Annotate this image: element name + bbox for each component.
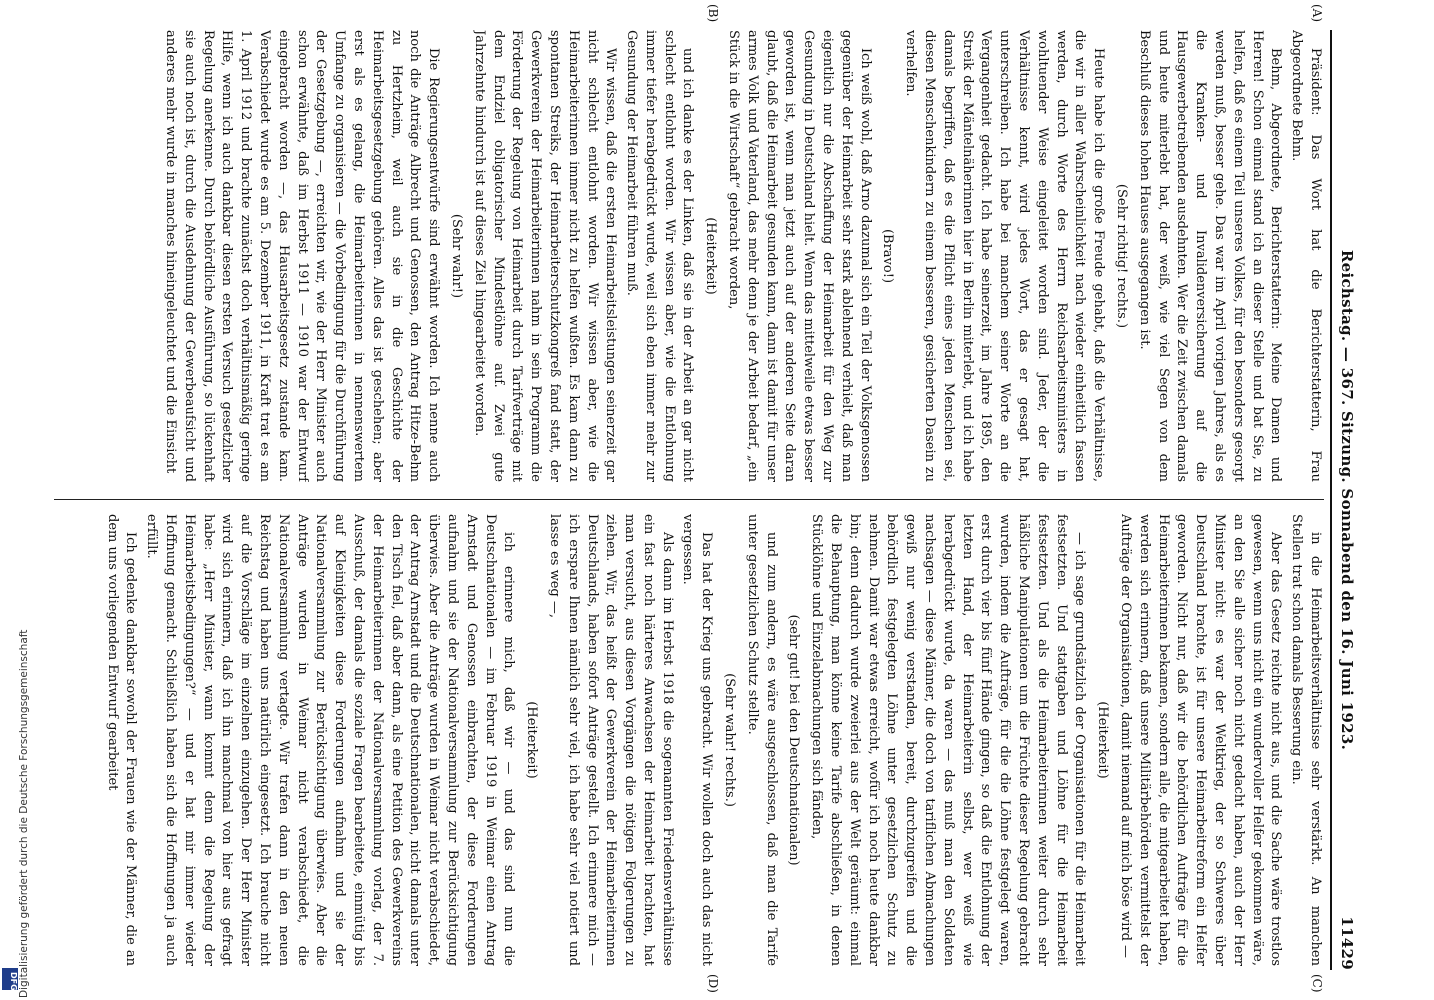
right-column xyxy=(54,514,1324,966)
document-page xyxy=(40,4,1360,993)
paragraph: Als dann im Herbst 1918 die sogenannten Friedensverhältnisse ein fast noch härteres Anwachsen der Heimarbeit brachten, hat man versucht, aus diesen Vorgängen die nötigen Folgerungen zu ziehen. Wir, das heißt der Gewerkverein der Heimarbeiterinnen Deutschlands, haben sofort Anträge gestellt. Ich erinnere mich — ich erspare Ihnen nämlich sehr viel, ich habe sehr viel notiert und lasse es weg —, xyxy=(546,514,675,966)
paragraph: Die Regierungsentwürfe sind erwähnt worden. Ich nenne auch noch die Anträge Albrecht und Genossen, den Antrag Hitze-Behm zu Hertzheim, weil auch sie in die Geschichte der Heimarbeitsgesetzgebung gehören. Alles das ist geschehen; aber erst als es gelang, die Heimarbeiterinnen in nennenswertem Umfange zu organisieren — die Vorbedingung für die Durchführung der Gesetzgebung —, erreichten wir, wie der Herr Minister auch schon erwähnte, daß im Herbst 1911 — 1910 war der Entwurf eingebracht worden —, das Hausarbeitsgesetz zustande kam. Verabschiedet wurde es am 5. Dezember 1911, in Kraft trat es am 1. April 1912 und brachte zunächst doch verhältnismäßig geringe Hilfe, wenn ich auch dankbar diesen ersten Versuch gesetzlicher Regelung anerkenne. Durch behördliche Ausführung, so lückenhaft sie auch noch ist, durch die Ausdehnung der Gewerbeaufsicht und anderes mehr wurde in manches hineingeleuchtet und die Einsicht xyxy=(162,30,442,482)
left-column xyxy=(54,30,1324,482)
page-header xyxy=(1332,30,1360,970)
funding-note xyxy=(4,610,30,1000)
paragraph: Wir wissen, daß die ersten Heimarbeitsleistungen seinerzeit gar nicht schlecht entlohnt worden. Wir wissen aber, wie die Heimarbeiterinnen immer nicht zu helfen wußten. Es kam dann zu spontanen Streiks, der Heimarbeiterschutzkongreß fand statt, der Gewerkverein der Heimarbeiterinnen nahm in sein Programm die Förderung der Regelung von Heimarbeit durch Tarifverträge mit dem Endziel obligatorischer Mindestlöhne auf. Zwei gute Jahrzehnte hindurch ist auf dieses Ziel hingearbeitet worden. xyxy=(471,30,619,482)
paragraph: in die Heimarbeitsverhältnisse sehr verstärkt. An manchen Stellen trat schon damals Besserung ein. xyxy=(1289,514,1323,966)
paragraph: Das hat der Krieg uns gebracht. Wir wollen doch auch das nicht vergessen. xyxy=(680,514,715,966)
dfg-logo-icon xyxy=(2,968,18,990)
paragraph: und ich danke es der Linken, daß sie in der Arbeit an gar nicht schlecht entlohnt worden. Wir wissen aber, wie die Entlohnung immer tiefer herabgedrückt wurde, weil sich eben immer mehr zur Gesundung der Heimarbeit führen muß. xyxy=(624,30,696,482)
funding-note-text: Digitalisierung gefördert durch die Deutsche Forschungsgemeinschaft xyxy=(18,629,30,998)
paragraph: Ich gedenke dankbar sowohl der Frauen wie der Männer, die an dem uns vorliegenden Entwurf gearbeitet xyxy=(104,514,139,966)
column-divider xyxy=(54,499,1324,500)
interjection: (Heiterkeit) xyxy=(524,701,540,779)
margin-marker-b: (B) xyxy=(706,4,720,23)
paragraph: Aber das Gesetz reichte nicht aus, und die Sache wäre trostlos gewesen, wenn uns nicht ein wundervoller Helfer gekommen wäre, an den Sie alle sicher noch nicht gedacht haben, auch der Herr Minister nicht: es war der Weltkrieg, der so Schweres über Deutschland brachte, ist für unsere Heimarbeitreform ein Helfer geworden. Nicht nur, daß wir die behördlichen Aufträge für die Heimarbeiterinnen bekamen, sondern alle, die mitgearbeitet haben, werden sich erinnern, daß unsere Militärbehörden vermittelst der Aufträge der Organisationen, damit niemand auf mich böse wird — xyxy=(1118,514,1284,966)
paragraph: Ich weiß wohl, daß Arno dazumal sich ein Teil der Volksgenossen gegenüber der Heimarbeit sehr stark ablehnend verhielt, daß man eigentlich nur die Abschaffung der Heimarbeit für den Weg zur Gesundung in Deutschland hielt. Wenn das mittelweile etwas besser geworden ist, wenn man jetzt auch auf der anderen Seite daran glaubt, daß die Heimarbeit gesunden kann, dann ist damit für unser armes Volk und Vaterland, das mehr denn je der Arbeit bedarf, „ein Stück in die Wirtschaft“ gebracht worden, xyxy=(726,30,873,482)
margin-marker-c: (C) xyxy=(1310,974,1324,993)
interjection: (Bravo!) xyxy=(880,228,896,284)
margin-marker-a: (A) xyxy=(1310,4,1324,23)
interjection: (Heiterkeit) xyxy=(1095,701,1111,779)
paragraph: — ich sage grundsätzlich der Organisationen für die Heimarbeit festsetzten. Und stattgaben und Löhne für die Heimarbeit festsetzten. Und als die Heimarbeiterinnen weiter durch sehr häßliche Manipulationen um die Früchte dieser Regelung gebracht wurden, indem die Aufträge, für die die Löhne festgelegt waren, erst durch vier bis fünf Hände gingen, so daß die Entlohnung der letzten Hand, der Heimarbeiterin selbst, wer weiß wie herabgedrückt wurde, da waren — das muß man den Soldaten nachsagen — diese Männer, die doch von tariflichen Abmachungen gewiß nur wenig verstanden, bereit, durchzugreifen und die behördlich festgelegten Löhne unter gesetzlichen Schutz zu nehmen. Damit war etwas erreicht, wofür ich noch heute dankbar bin; denn dadurch wurde zweierlei aus der Welt geräumt: einmal die Behauptung, man könne keine Tarife abschließen, in denen Stücklöhne und Einzelabmachungen sich fänden, xyxy=(809,514,1088,966)
interjection: (Sehr wahr! rechts.) xyxy=(722,673,738,807)
paragraph: Heute habe ich die große Freude gehabt, daß die Verhältnisse, die wir in aller Wahrscheinlichkeit nach wieder einheitlich fassen werden, durch Worte des Herrn Reichsarbeitsministers in wohltuender Weise eingeleitet worden sind. Jeder, der die Verhältnisse kennt, wird jedes Wort, das er gesagt hat, unterschreiben. Ich habe bei manchem seiner Worte an die Vergangenheit gedacht. Ich habe seinerzeit, im Jahre 1895, den Streik der Mäntelnäherinnen hier in Berlin miterlebt, und ich habe damals begriffen, daß es die Pflicht eines jeden Menschen sei, diesen Menschenkindern zu einem besseren, gesicherten Dasein zu verhelfen. xyxy=(903,30,1107,482)
paragraph: Präsident: Das Wort hat die Berichterstatterin, Frau Abgeordnete Behm. xyxy=(1289,30,1323,482)
dfg-logo-text: DFG xyxy=(9,972,18,991)
margin-marker-d: (D) xyxy=(706,974,720,993)
paragraph: ich erinnere mich, daß wir — und das sind nun die Deutschnationalen — im Februar 1919 in Weimar einen Antrag Arnstadt und Genossen einbrachten, der diese Forderungen aufnahm und sie der Nationalversammlung zur Berücksichtigung überwies. Aber die Anträge wurden in Weimar nicht verabschiedet, der Antrag Arnstadt und die Deutschnationalen, nicht damals unter den Tisch fiel, daß aber dann, als eine Petition des Gewerkvereins der Heimarbeiterinnen der Nationalversammlung vorlag, der 7. Ausschuß, der damals die soziale Fragen bearbeitete, einmütig bis auf Kleinigkeiten diese Forderungen aufnahm und sie der Nationalversammlung zur Berücksichtigung überwies. Aber die Anträge wurden in Weimar nicht verabschiedet, die Nationalversammlung vertagte. Wir trafen dann in den neuen Reichstag und haben uns natürlich eingesetzt. Ich brauche nicht auf die Vorschläge im einzelnen einzugehen. Der Herr Minister wird sich erinnern, daß ich ihn manchmal von hier aus gefragt habe: „Herr Minister, wann kommt denn die Regelung der Heimarbeitsbedingungen?“ — und er hat mir immer wieder Hoffnung gemacht. Schließlich haben sich die Hoffnungen ja auch erfüllt. xyxy=(144,514,517,966)
header-title: Reichstag. — 367. Sitzung. Sonnabend den 16. Juni 1923. xyxy=(1338,249,1356,751)
interjection: (Sehr wahr!) xyxy=(448,213,464,299)
interjection: (Sehr richtig! rechts.) xyxy=(1114,183,1130,329)
paragraph: Behm, Abgeordnete, Berichterstatterin: Meine Damen und Herren! Schon einmal stand ich an dieser Stelle und bat Sie, zu helfen, daß es einem Teil unseres Volkes, für den besonders gesorgt werden muß, besser gehe. Das war im April vorigen Jahres, als es die Kranken- und Invalidenversicherung auf die Hausgewerbetreibenden ausdehnten. Wer die Zeit zwischen damals und heute miterlebt hat, der weiß, wie viel Segen von dem Beschluß dieses hohen Hauses ausgegangen ist. xyxy=(1136,30,1284,482)
interjection: (Heiterkeit) xyxy=(703,217,719,295)
header-rule xyxy=(1330,30,1332,970)
page-number: 11429 xyxy=(1338,916,1356,970)
interjection: (sehr gut! bei den Deutschnationalen) xyxy=(786,614,802,866)
paragraph: und zum andern, es wäre ausgeschlossen, daß man die Tarife unter gesetzlichen Schutz stellte. xyxy=(744,514,779,966)
